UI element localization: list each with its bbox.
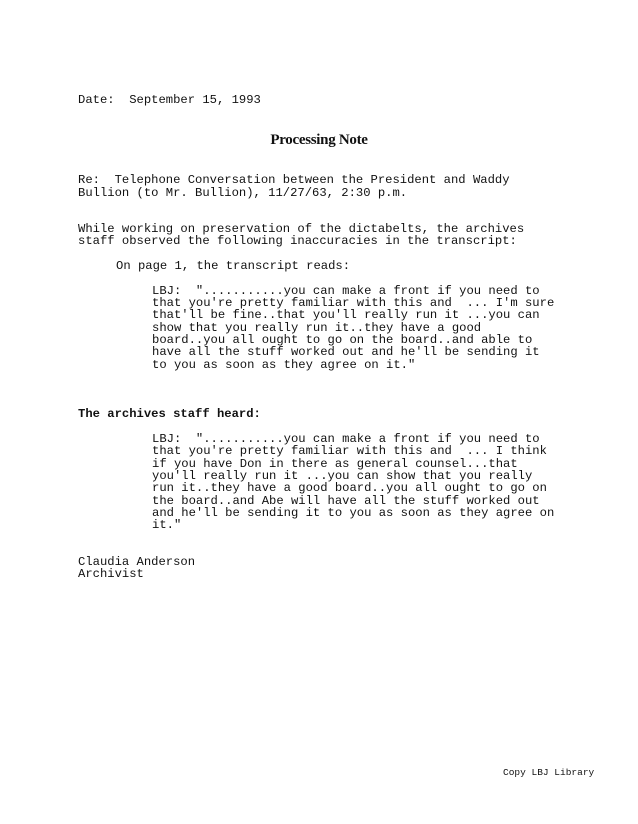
transcript-quote-line: show that you really run it..they have a good (152, 321, 482, 335)
heard-heading: The archives staff heard: (78, 407, 261, 421)
intro-line-1: While working on preservation of the dictabelts, the archives (78, 222, 525, 236)
heard-quote-line: you'll really run it ...you can show that you really (152, 469, 533, 483)
transcript-quote-line: that'll be fine..that you'll really run it ...you can (152, 308, 540, 322)
transcript-quote-line: that you're pretty familiar with this and ... I'm sure (152, 296, 555, 310)
re-line-1: Re: Telephone Conversation between the President and Waddy (78, 173, 510, 187)
transcript-heading: On page 1, the transcript reads: (116, 259, 351, 273)
library-copy-stamp: Copy LBJ Library (503, 767, 595, 778)
signature-name: Claudia Anderson (78, 555, 196, 569)
transcript-quote-line: board..you all ought to go on the board..and able to (152, 333, 533, 347)
transcript-quote-line: have all the stuff worked out and he'll be sending it (152, 345, 540, 359)
heard-quote-line: LBJ: "...........you can make a front if you need to (152, 432, 540, 446)
heard-quote-line: it." (152, 518, 182, 532)
date-line: Date: September 15, 1993 (78, 93, 261, 107)
transcript-quote-line: LBJ: "...........you can make a front if you need to (152, 284, 540, 298)
signature-title: Archivist (78, 567, 144, 581)
transcript-quote-line: to you as soon as they agree on it." (152, 358, 416, 372)
heard-quote-line: the board..and Abe will have all the stuff worked out (152, 494, 540, 508)
re-line-2: Bullion (to Mr. Bullion), 11/27/63, 2:30 p.m. (78, 186, 408, 200)
page-title: Processing Note (270, 132, 368, 148)
intro-line-2: staff observed the following inaccuracies in the transcript: (78, 234, 517, 248)
heard-quote-line: run it..they have a good board..you all ought to go on (152, 481, 547, 495)
heard-quote-line: if you have Don in there as general counsel...that (152, 457, 518, 471)
heard-quote-line: and he'll be sending it to you as soon as they agree on (152, 506, 555, 520)
heard-quote-line: that you're pretty familiar with this and ... I think (152, 444, 547, 458)
